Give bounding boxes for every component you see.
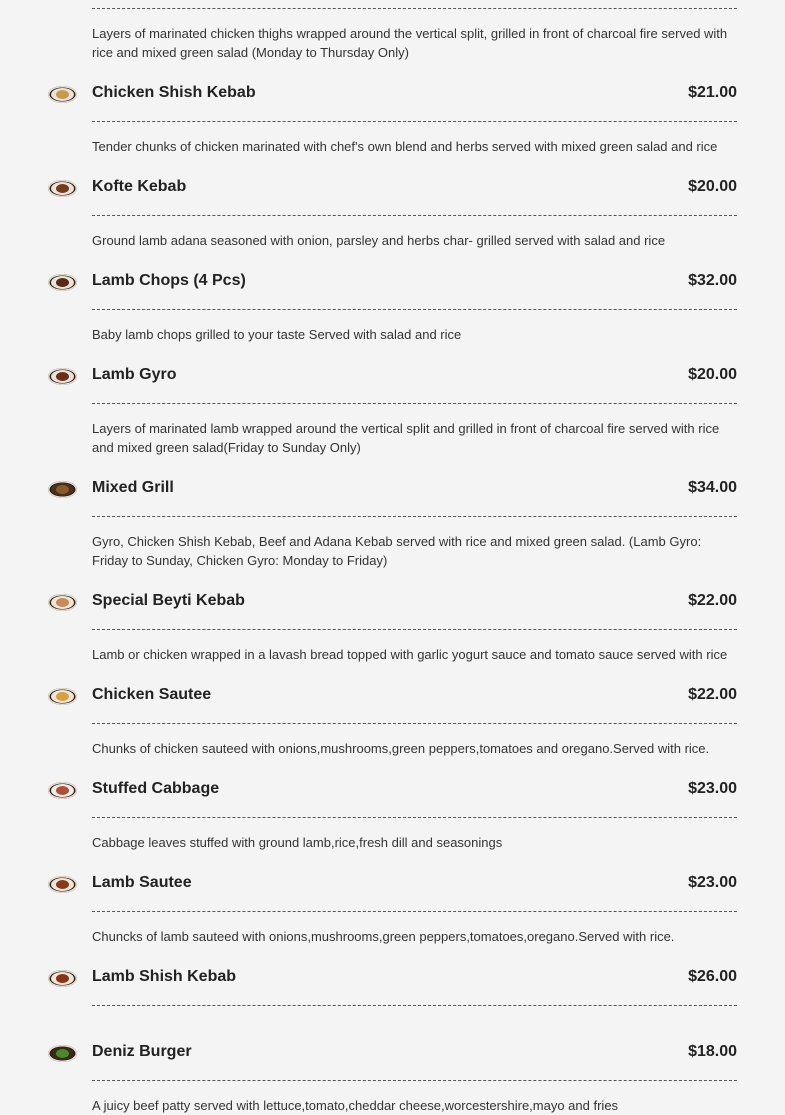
item-name[interactable]: Lamb Chops (4 Pcs) <box>92 272 246 289</box>
item-description: Cabbage leaves stuffed with ground lamb,rice,fresh dill and seasonings <box>92 835 503 850</box>
kofte-kebab-photo-icon[interactable] <box>48 180 77 197</box>
menu-item-chicken-shish-kebab[interactable] <box>0 82 785 106</box>
divider <box>92 817 737 818</box>
item-price: $26.00 <box>688 968 737 985</box>
divider <box>92 121 737 122</box>
divider <box>92 309 737 310</box>
menu-item-chicken-sautee[interactable] <box>0 684 785 708</box>
menu-item-deniz-burger[interactable] <box>0 1041 785 1065</box>
item-name[interactable]: Chicken Shish Kebab <box>92 84 256 101</box>
item-description: Layers of marinated chicken thighs wrapped around the vertical split, grilled in front of charcoal fire served with rice and mixed green salad (Monday to Thursday Only) <box>92 26 728 60</box>
lamb-gyro-photo-icon[interactable] <box>48 368 77 385</box>
divider <box>92 8 737 9</box>
deniz-burger-photo-icon[interactable] <box>48 1045 77 1062</box>
item-price: $18.00 <box>688 1043 737 1060</box>
divider <box>92 911 737 912</box>
item-price: $23.00 <box>688 780 737 797</box>
menu-item-lamb-shish-kebab[interactable] <box>0 966 785 990</box>
item-price: $22.00 <box>688 686 737 703</box>
lamb-chops-photo-icon[interactable] <box>48 274 77 291</box>
menu-item-lamb-gyro[interactable] <box>0 364 785 388</box>
divider <box>92 215 737 216</box>
item-description: Ground lamb adana seasoned with onion, parsley and herbs char- grilled served with salad and rice <box>92 233 666 248</box>
item-name[interactable]: Lamb Sautee <box>92 874 192 891</box>
item-name[interactable]: Stuffed Cabbage <box>92 780 220 797</box>
special-beyti-kebab-photo-icon[interactable] <box>48 594 77 611</box>
item-description: Baby lamb chops grilled to your taste Served with salad and rice <box>92 327 462 342</box>
menu-item-mixed-grill[interactable] <box>0 477 785 501</box>
item-name[interactable]: Kofte Kebab <box>92 178 187 195</box>
menu-item-stuffed-cabbage[interactable] <box>0 778 785 802</box>
divider <box>92 516 737 517</box>
item-name[interactable]: Lamb Gyro <box>92 366 177 383</box>
mixed-grill-photo-icon[interactable] <box>48 481 77 498</box>
item-description: Lamb or chicken wrapped in a lavash bread topped with garlic yogurt sauce and tomato sauce served with rice <box>92 647 728 662</box>
stuffed-cabbage-photo-icon[interactable] <box>48 782 77 799</box>
menu-item-special-beyti-kebab[interactable] <box>0 590 785 614</box>
item-description: Gyro, Chicken Shish Kebab, Beef and Adana Kebab served with rice and mixed green salad. (Lamb Gyro: Friday to Sunday, Chicken Gyro: Monday to Friday) <box>92 534 702 568</box>
chicken-shish-kebab-photo-icon[interactable] <box>48 86 77 103</box>
divider <box>92 1005 737 1006</box>
item-name[interactable]: Chicken Sautee <box>92 686 212 703</box>
menu-item-lamb-chops[interactable] <box>0 270 785 294</box>
lamb-shish-kebab-photo-icon[interactable] <box>48 970 77 987</box>
item-price: $32.00 <box>688 272 737 289</box>
lamb-sautee-photo-icon[interactable] <box>48 876 77 893</box>
menu-item-kofte-kebab[interactable] <box>0 176 785 200</box>
divider <box>92 723 737 724</box>
item-price: $21.00 <box>688 84 737 101</box>
item-name[interactable]: Mixed Grill <box>92 479 174 496</box>
item-name[interactable]: Lamb Shish Kebab <box>92 968 237 985</box>
item-name[interactable]: Special Beyti Kebab <box>92 592 245 609</box>
divider <box>92 629 737 630</box>
chicken-sautee-photo-icon[interactable] <box>48 688 77 705</box>
item-name[interactable]: Deniz Burger <box>92 1043 192 1060</box>
item-price: $20.00 <box>688 366 737 383</box>
divider <box>92 403 737 404</box>
menu-item-lamb-sautee[interactable] <box>0 872 785 896</box>
item-description: Chuncks of lamb sauteed with onions,mushrooms,green peppers,tomatoes,oregano.Served with rice. <box>92 929 675 944</box>
divider <box>92 1080 737 1081</box>
item-price: $20.00 <box>688 178 737 195</box>
item-description: A juicy beef patty served with lettuce,tomato,cheddar cheese,worcestershire,mayo and fries <box>92 1098 619 1113</box>
item-price: $23.00 <box>688 874 737 891</box>
item-description: Tender chunks of chicken marinated with chef's own blend and herbs served with mixed green salad and rice <box>92 139 718 154</box>
item-description: Layers of marinated lamb wrapped around the vertical split and grilled in front of charcoal fire served with rice and mixed green salad(Friday to Sunday Only) <box>92 421 720 455</box>
item-price: $22.00 <box>688 592 737 609</box>
item-price: $34.00 <box>688 479 737 496</box>
item-description: Chunks of chicken sauteed with onions,mushrooms,green peppers,tomatoes and oregano.Served with rice. <box>92 741 710 756</box>
